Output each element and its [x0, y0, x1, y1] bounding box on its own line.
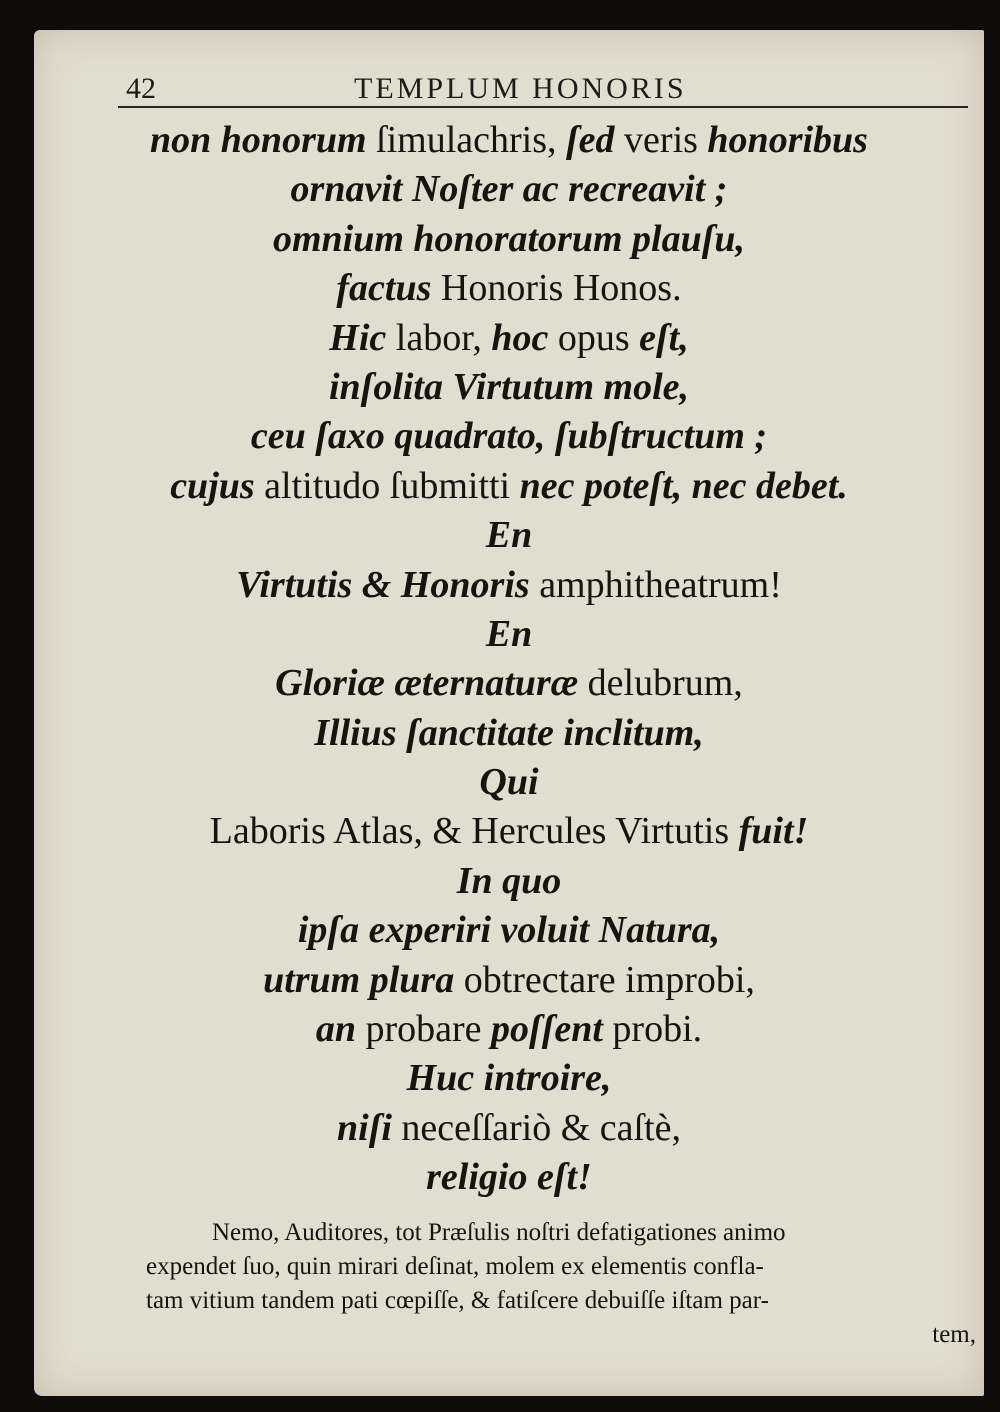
verse-line-2: [34, 165, 984, 214]
verse-text: Virtutis & Honoris: [236, 563, 530, 606]
running-title: TEMPLUM HONORIS: [354, 72, 687, 105]
verse-text: factus: [336, 267, 432, 310]
verse-line-12: [34, 659, 984, 708]
verse-text: ſimulachris,: [366, 119, 567, 161]
verse-text: ipſa experiri voluit Natura,: [297, 909, 721, 952]
verse-text: En: [485, 612, 533, 655]
verse-text: fuit!: [738, 810, 809, 853]
verse-text: poſſent: [491, 1008, 603, 1051]
verse-text: probare: [356, 1008, 492, 1051]
verse-text: delubrum,: [578, 662, 743, 705]
verse-line-6: [34, 363, 984, 412]
verse-line-11: [34, 610, 984, 659]
verse-text: hoc: [491, 316, 549, 359]
verse-text: altitudo ſubmitti: [254, 464, 520, 507]
verse-line-17: [34, 906, 984, 955]
verse-line-22: [34, 1153, 984, 1202]
verse-text: In quo: [456, 859, 562, 902]
verse-line-8: [34, 462, 984, 511]
verse-text: honoribus: [707, 119, 868, 161]
verse-text: an: [315, 1008, 356, 1051]
verse-text: Honoris Honos.: [431, 267, 682, 310]
verse-line-5: [34, 314, 984, 363]
verse-line-16: [34, 857, 984, 906]
prose-line-2: expendet ſuo, quin mirari deſinat, molem ex elementis confla-: [146, 1253, 764, 1280]
verse-text: amphitheatrum!: [529, 563, 782, 606]
verse-text: Huc introire,: [406, 1057, 612, 1100]
verse-text: Qui: [479, 761, 539, 804]
verse-line-1: [34, 116, 984, 165]
verse-text: Hic: [329, 316, 387, 359]
verse-text: nec poteſt, nec debet.: [519, 464, 848, 507]
verse-text: obtrectare improbi,: [454, 958, 755, 1001]
verse-line-18: [34, 956, 984, 1005]
verse-line-13: [34, 709, 984, 758]
verse-text: opus: [548, 316, 640, 359]
verse-text: ornavit Noſter ac recreavit ;: [290, 168, 728, 211]
header-rule: [118, 106, 968, 108]
verse-text: En: [485, 514, 533, 557]
verse-line-9: [34, 511, 984, 560]
verse-text: eſt,: [639, 316, 689, 359]
prose-line-4: tem,: [932, 1321, 976, 1348]
verse-text: Laboris Atlas, & Hercules Virtutis: [209, 810, 739, 853]
verse-text: niſi: [337, 1106, 392, 1149]
prose-line-1: Nemo, Auditores, tot Præſulis noſtri defatigationes animo: [212, 1219, 786, 1246]
verse-text: Illius ſanctitate inclitum,: [314, 711, 704, 754]
verse-text: Gloriæ æternaturæ: [275, 662, 579, 705]
verse-text: cujus: [170, 464, 255, 507]
verse-line-20: [34, 1054, 984, 1103]
verse-line-10: [34, 561, 984, 610]
verse-text: veris: [614, 119, 708, 161]
verse-text: neceſſariò & caſtè,: [391, 1106, 681, 1149]
verse-text: inſolita Virtutum mole,: [328, 365, 690, 408]
verse-text: probi.: [602, 1008, 703, 1051]
verse-line-7: [34, 412, 984, 461]
verse-text: ceu ſaxo quadrato, ſubſtructum ;: [250, 415, 768, 458]
verse-line-19: [34, 1005, 984, 1054]
prose-paragraph: [146, 1216, 976, 1352]
verse-text: religio eſt!: [426, 1156, 592, 1199]
verse-text: omnium honoratorum plauſu,: [272, 217, 745, 260]
verse-block: [34, 116, 984, 1203]
verse-line-3: [34, 215, 984, 264]
page-number: 42: [126, 72, 156, 105]
verse-line-4: [34, 264, 984, 313]
verse-text: ſed: [566, 119, 615, 161]
verse-text: utrum plura: [263, 958, 455, 1001]
verse-line-21: [34, 1104, 984, 1153]
verse-line-14: [34, 758, 984, 807]
verse-text: non honorum: [150, 119, 367, 161]
verse-line-15: [34, 807, 984, 856]
book-page: [34, 30, 984, 1396]
prose-line-3: tam vitium tandem pati cœpiſſe, & fatiſcere debuiſſe iſtam par-: [146, 1287, 769, 1314]
verse-text: labor,: [386, 316, 492, 359]
